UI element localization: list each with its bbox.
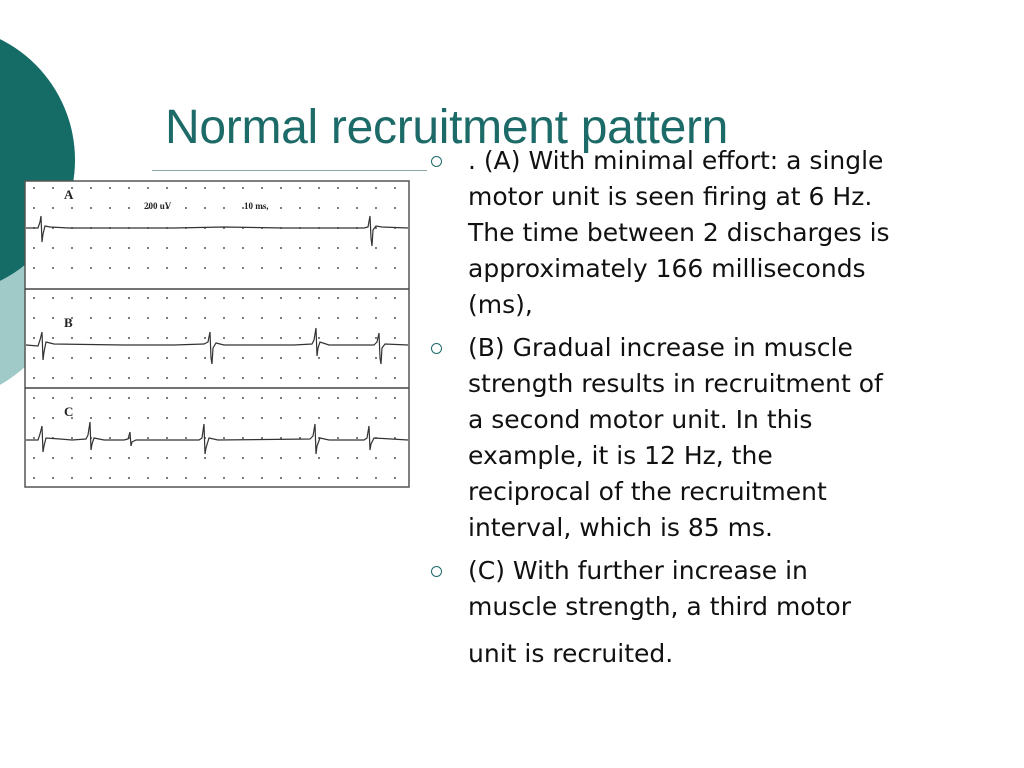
grid-dot: [356, 457, 358, 459]
bullet-list: [428, 143, 1008, 672]
grid-dot: [280, 267, 282, 269]
grid-dot: [356, 417, 358, 419]
grid-dot: [204, 267, 206, 269]
grid-dot: [109, 317, 111, 319]
grid-dot: [33, 437, 35, 439]
grid-dot: [299, 297, 301, 299]
bullet-line: (B) Gradual increase in muscle: [468, 333, 853, 362]
grid-dot: [90, 397, 92, 399]
grid-dot: [90, 477, 92, 479]
grid-dot: [147, 297, 149, 299]
grid-dot: [166, 297, 168, 299]
grid-dot: [204, 377, 206, 379]
grid-dot: [109, 437, 111, 439]
grid-dot: [147, 317, 149, 319]
grid-dot: [394, 317, 396, 319]
grid-dot: [394, 297, 396, 299]
bullet-line: a second motor unit. In this: [468, 405, 813, 434]
grid-dot: [299, 417, 301, 419]
grid-dot: [261, 417, 263, 419]
panel-label-a: A: [64, 187, 74, 202]
grid-dot: [90, 377, 92, 379]
grid-dot: [223, 267, 225, 269]
grid-dot: [185, 357, 187, 359]
grid-dot: [71, 457, 73, 459]
grid-dot: [280, 247, 282, 249]
grid-dot: [223, 477, 225, 479]
grid-dot: [375, 377, 377, 379]
grid-dot: [204, 187, 206, 189]
grid-dot: [128, 477, 130, 479]
grid-dot: [71, 437, 73, 439]
grid-dot: [356, 477, 358, 479]
grid-dot: [109, 187, 111, 189]
grid-dot: [299, 377, 301, 379]
grid-dot: [261, 397, 263, 399]
grid-dot: [128, 297, 130, 299]
grid-dot: [280, 337, 282, 339]
bullet-line: strength results in recruitment of: [468, 369, 883, 398]
grid-dot: [356, 247, 358, 249]
grid-dot: [242, 247, 244, 249]
grid-dot: [128, 377, 130, 379]
bullet-line: (ms),: [468, 290, 533, 319]
grid-dot: [204, 417, 206, 419]
grid-dot: [52, 267, 54, 269]
grid-dot: [204, 297, 206, 299]
grid-dot: [356, 377, 358, 379]
grid-dot: [242, 437, 244, 439]
grid-dot: [318, 377, 320, 379]
grid-dot: [71, 477, 73, 479]
grid-dot: [394, 457, 396, 459]
grid-dot: [185, 267, 187, 269]
grid-dot: [242, 377, 244, 379]
grid-dot: [185, 337, 187, 339]
bullet-line: interval, which is 85 ms.: [468, 513, 773, 542]
grid-dot: [318, 417, 320, 419]
grid-dot: [33, 267, 35, 269]
grid-dot: [52, 207, 54, 209]
grid-dot: [33, 417, 35, 419]
grid-dot: [280, 457, 282, 459]
grid-dot: [128, 187, 130, 189]
grid-dot: [337, 187, 339, 189]
grid-dot: [318, 297, 320, 299]
grid-dot: [223, 457, 225, 459]
grid-dot: [356, 297, 358, 299]
grid-dot: [337, 377, 339, 379]
bullet-b: [428, 330, 1008, 546]
grid-dot: [280, 397, 282, 399]
grid-dot: [337, 477, 339, 479]
grid-dot: [242, 317, 244, 319]
grid-dot: [337, 357, 339, 359]
grid-dot: [147, 457, 149, 459]
grid-dot: [394, 357, 396, 359]
grid-dot: [280, 437, 282, 439]
grid-dot: [375, 207, 377, 209]
grid-dot: [185, 247, 187, 249]
grid-dot: [318, 187, 320, 189]
grid-dot: [71, 207, 73, 209]
grid-dot: [52, 417, 54, 419]
grid-dot: [204, 357, 206, 359]
grid-dot: [280, 187, 282, 189]
circle-bullet-icon: [431, 343, 442, 354]
bullet-a: [428, 143, 1008, 323]
grid-dot: [318, 357, 320, 359]
grid-dot: [52, 397, 54, 399]
grid-dot: [337, 207, 339, 209]
grid-dot: [166, 437, 168, 439]
grid-dot: [394, 377, 396, 379]
grid-dot: [109, 377, 111, 379]
grid-dot: [33, 337, 35, 339]
grid-dot: [223, 397, 225, 399]
grid-dot: [185, 457, 187, 459]
grid-dot: [280, 357, 282, 359]
grid-dot: [299, 247, 301, 249]
bullet-line: The time between 2 discharges is: [468, 218, 890, 247]
grid-dot: [375, 397, 377, 399]
bullet-line: approximately 166 milliseconds: [468, 254, 866, 283]
grid-dot: [71, 247, 73, 249]
grid-dot: [128, 207, 130, 209]
grid-dot: [242, 417, 244, 419]
grid-dot: [337, 397, 339, 399]
grid-dot: [90, 457, 92, 459]
grid-dot: [261, 247, 263, 249]
grid-dot: [185, 187, 187, 189]
grid-dot: [337, 417, 339, 419]
grid-dot: [242, 297, 244, 299]
grid-dot: [147, 187, 149, 189]
emg-figure: [24, 180, 410, 488]
grid-dot: [128, 337, 130, 339]
grid-dot: [356, 337, 358, 339]
grid-dot: [52, 247, 54, 249]
grid-dot: [109, 457, 111, 459]
grid-dot: [299, 207, 301, 209]
grid-dot: [147, 267, 149, 269]
grid-dot: [52, 457, 54, 459]
grid-dot: [318, 477, 320, 479]
grid-dot: [185, 417, 187, 419]
grid-dot: [90, 187, 92, 189]
grid-dot: [242, 337, 244, 339]
grid-dot: [299, 397, 301, 399]
grid-dot: [280, 377, 282, 379]
grid-dot: [52, 297, 54, 299]
grid-dot: [33, 377, 35, 379]
grid-dot: [166, 267, 168, 269]
grid-dot: [109, 247, 111, 249]
grid-dot: [261, 187, 263, 189]
grid-dot: [52, 317, 54, 319]
grid-dot: [90, 297, 92, 299]
grid-dot: [147, 477, 149, 479]
grid-dot: [356, 187, 358, 189]
grid-dot: [90, 247, 92, 249]
grid-dot: [356, 437, 358, 439]
grid-dot: [90, 357, 92, 359]
grid-dot: [318, 207, 320, 209]
grid-dot: [33, 397, 35, 399]
grid-dot: [71, 397, 73, 399]
grid-dot: [147, 337, 149, 339]
grid-dot: [128, 397, 130, 399]
grid-dot: [71, 377, 73, 379]
grid-dot: [394, 247, 396, 249]
grid-dot: [109, 417, 111, 419]
grid-dot: [166, 417, 168, 419]
grid-dot: [242, 187, 244, 189]
grid-dot: [90, 317, 92, 319]
grid-dot: [299, 477, 301, 479]
grid-dot: [375, 267, 377, 269]
grid-dot: [147, 417, 149, 419]
grid-dot: [166, 187, 168, 189]
grid-dot: [223, 187, 225, 189]
grid-dot: [394, 337, 396, 339]
grid-dot: [318, 247, 320, 249]
grid-dot: [90, 337, 92, 339]
title-underline: [152, 170, 427, 171]
grid-dot: [223, 377, 225, 379]
grid-dot: [261, 357, 263, 359]
grid-dot: [52, 337, 54, 339]
grid-dot: [185, 377, 187, 379]
grid-dot: [318, 457, 320, 459]
grid-dot: [223, 317, 225, 319]
grid-dot: [128, 247, 130, 249]
grid-dot: [185, 317, 187, 319]
grid-dot: [318, 337, 320, 339]
grid-dot: [242, 457, 244, 459]
bullet-line: reciprocal of the recruitment: [468, 477, 827, 506]
grid-dot: [90, 207, 92, 209]
grid-dot: [71, 357, 73, 359]
grid-dot: [185, 437, 187, 439]
bullet-line: (C) With further increase in: [468, 556, 808, 585]
grid-dot: [223, 417, 225, 419]
grid-dot: [356, 397, 358, 399]
grid-dot: [280, 207, 282, 209]
grid-dot: [128, 267, 130, 269]
grid-dot: [90, 267, 92, 269]
grid-dot: [261, 267, 263, 269]
grid-dot: [109, 357, 111, 359]
grid-dot: [185, 297, 187, 299]
grid-dot: [109, 297, 111, 299]
grid-dot: [242, 357, 244, 359]
grid-dot: [337, 247, 339, 249]
grid-dot: [166, 357, 168, 359]
grid-dot: [204, 207, 206, 209]
grid-dot: [128, 417, 130, 419]
grid-dot: [280, 297, 282, 299]
grid-dot: [52, 377, 54, 379]
grid-dot: [375, 357, 377, 359]
grid-dot: [71, 337, 73, 339]
grid-dot: [375, 417, 377, 419]
grid-dot: [299, 317, 301, 319]
grid-dot: [318, 397, 320, 399]
grid-dot: [261, 297, 263, 299]
grid-dot: [261, 377, 263, 379]
grid-dot: [337, 337, 339, 339]
grid-dot: [204, 477, 206, 479]
grid-dot: [356, 207, 358, 209]
grid-dot: [318, 267, 320, 269]
grid-dot: [204, 337, 206, 339]
grid-dot: [147, 357, 149, 359]
grid-dot: [33, 207, 35, 209]
time-scale-label: 10 ms,: [244, 201, 269, 211]
grid-dot: [147, 397, 149, 399]
grid-dot: [299, 187, 301, 189]
panel-label-b: B: [64, 315, 73, 330]
grid-dot: [33, 477, 35, 479]
grid-dot: [33, 457, 35, 459]
amplitude-scale-label: 200 uV: [144, 201, 172, 211]
circle-bullet-icon: [431, 156, 442, 167]
grid-dot: [166, 457, 168, 459]
grid-dot: [166, 317, 168, 319]
grid-dot: [204, 457, 206, 459]
grid-dot: [356, 317, 358, 319]
grid-dot: [71, 297, 73, 299]
grid-dot: [394, 397, 396, 399]
grid-dot: [280, 417, 282, 419]
grid-dot: [261, 337, 263, 339]
grid-dot: [223, 247, 225, 249]
grid-dot: [71, 267, 73, 269]
grid-dot: [185, 477, 187, 479]
grid-dot: [223, 337, 225, 339]
grid-dot: [109, 207, 111, 209]
grid-dot: [33, 187, 35, 189]
grid-dot: [337, 437, 339, 439]
grid-dot: [299, 267, 301, 269]
grid-dot: [33, 297, 35, 299]
grid-dot: [223, 207, 225, 209]
panel-label-c: C: [64, 404, 74, 419]
grid-dot: [299, 337, 301, 339]
grid-dot: [337, 317, 339, 319]
grid-dot: [394, 417, 396, 419]
grid-dot: [204, 247, 206, 249]
grid-dot: [337, 457, 339, 459]
grid-dot: [280, 477, 282, 479]
grid-dot: [147, 377, 149, 379]
grid-dot: [33, 317, 35, 319]
grid-dot: [261, 317, 263, 319]
grid-dot: [147, 437, 149, 439]
bullet-line: muscle strength, a third motor: [468, 592, 851, 621]
grid-dot: [242, 477, 244, 479]
grid-dot: [166, 337, 168, 339]
grid-dot: [375, 457, 377, 459]
grid-dot: [52, 477, 54, 479]
grid-dot: [375, 297, 377, 299]
grid-dot: [109, 267, 111, 269]
circle-bullet-icon: [431, 566, 442, 577]
grid-dot: [375, 247, 377, 249]
grid-dot: [52, 187, 54, 189]
grid-dot: [375, 337, 377, 339]
bullet-line: unit is recruited.: [468, 639, 674, 668]
grid-dot: [242, 267, 244, 269]
grid-dot: [223, 437, 225, 439]
grid-dot: [261, 437, 263, 439]
grid-dot: [375, 187, 377, 189]
grid-dot: [166, 477, 168, 479]
grid-dot: [394, 477, 396, 479]
grid-dot: [280, 317, 282, 319]
grid-dot: [128, 317, 130, 319]
grid-dot: [33, 247, 35, 249]
grid-dot: [242, 397, 244, 399]
grid-dot: [185, 207, 187, 209]
bullet-c: [428, 553, 1008, 672]
grid-dot: [185, 397, 187, 399]
grid-dot: [204, 317, 206, 319]
grid-dot: [356, 357, 358, 359]
grid-dot: [166, 377, 168, 379]
grid-dot: [337, 267, 339, 269]
grid-dot: [147, 247, 149, 249]
slide-title: Normal recruitment pattern: [165, 101, 729, 154]
grid-dot: [52, 357, 54, 359]
grid-dot: [394, 187, 396, 189]
grid-dot: [109, 397, 111, 399]
grid-dot: [299, 357, 301, 359]
grid-dot: [223, 297, 225, 299]
grid-dot: [261, 457, 263, 459]
grid-dot: [109, 337, 111, 339]
grid-dot: [109, 477, 111, 479]
grid-dot: [394, 207, 396, 209]
grid-dot: [166, 397, 168, 399]
grid-dot: [204, 397, 206, 399]
grid-dot: [337, 297, 339, 299]
grid-dot: [394, 267, 396, 269]
grid-dot: [261, 477, 263, 479]
grid-dot: [33, 357, 35, 359]
bullet-line: motor unit is seen firing at 6 Hz.: [468, 182, 873, 211]
bullet-line: . (A) With minimal effort: a single: [468, 146, 884, 175]
bullet-line: example, it is 12 Hz, the: [468, 441, 773, 470]
grid-dot: [128, 457, 130, 459]
grid-dot: [375, 317, 377, 319]
grid-dot: [90, 417, 92, 419]
grid-dot: [318, 317, 320, 319]
grid-dot: [128, 357, 130, 359]
grid-dot: [356, 267, 358, 269]
grid-dot: [375, 477, 377, 479]
grid-dot: [299, 457, 301, 459]
grid-dot: [223, 357, 225, 359]
grid-dot: [166, 247, 168, 249]
